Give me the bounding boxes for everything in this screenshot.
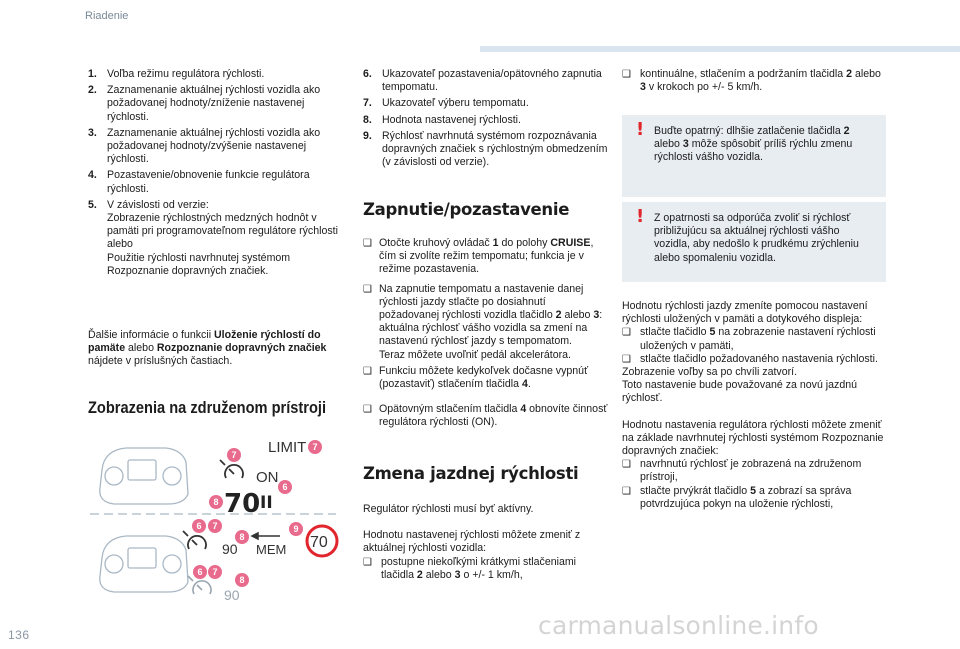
callout-7 [308, 440, 322, 454]
list-item: ❑ Opätovným stlačením tlačidla 4 obnovíte činnosť regulátora rýchlosti (ON). [363, 403, 608, 429]
svg-text:6: 6 [197, 567, 203, 577]
svg-text:7: 7 [212, 521, 218, 531]
list-item: ❑ Funkciu môžete kedykoľvek dočasne vypnúť (pozastaviť) stlačením tlačidla 4. [363, 364, 589, 391]
pause-label: II [260, 493, 273, 513]
callout-7 [208, 565, 222, 579]
svg-text:7: 7 [231, 450, 237, 460]
watermark-url: carmanualsonline.info [538, 611, 819, 640]
list-item: ❑ stlačte tlačidlo 5 na zobrazenie nastavení rýchlosti uložených v pamäti, [622, 326, 876, 352]
svg-text:8: 8 [239, 575, 245, 585]
column-1 [88, 68, 340, 281]
warning-icon: ! [636, 119, 645, 140]
warning-box: ! Z opatrnosti sa odporúča zvoliť si rýchlosť približujúcu sa aktuálnej rýchlosti vášho vozidla, aby nedošlo k prudkému zrýchleniu alebo spomaleniu vozidla. [622, 202, 886, 282]
arrow-left-icon [252, 533, 280, 539]
cluster-illustration-top [100, 448, 188, 504]
column-3-top [622, 68, 884, 94]
more-info-paragraph: Ďalšie informácie o funkcii Uloženie rýchlostí do pamäte alebo Rozpoznanie dopravných značiek nájdete v príslušných častiach. [88, 329, 327, 368]
paragraph: Zobrazenie voľby sa po chvíli zatvorí. Toto nastavenie bude považované za novú jazdnú rýchlosť. [622, 366, 858, 405]
list-item: ❑ Na zapnutie tempomatu a nastavenie danej rýchlosti jazdy stlačte po dosiahnutí požadovanej rýchlosti vozidla tlačidlo 2 alebo 3: aktuálna rýchlosť vášho vozidla sa zmení na nastavenú rýchlosť jazdy s tempomatom. Teraz môžete uvoľniť pedál akcelerátora. [363, 282, 603, 361]
page-number: 136 [8, 628, 30, 642]
cluster-illustration-bottom [100, 536, 188, 592]
instrument-cluster-diagram [84, 430, 346, 610]
list-item: ❑ kontinuálne, stlačením a podržaním tlačidla 2 alebo 3 v krokoch po +/- 5 km/h. [622, 68, 881, 94]
callout-8 [209, 495, 223, 509]
svg-text:6: 6 [196, 521, 202, 531]
svg-text:7: 7 [212, 567, 218, 577]
list-item: 8. Hodnota nastavenej rýchlosti. [363, 113, 521, 126]
limit-label: LIMIT [268, 439, 307, 456]
list-item: ❑ stlačte tlačidlo požadovaného nastavenia rýchlosti. [622, 352, 878, 365]
callout-9 [289, 522, 303, 536]
svg-text:9: 9 [293, 524, 299, 534]
set-speed-90-faded: 90 [224, 587, 240, 603]
paragraph: Hodnotu rýchlosti jazdy zmeníte pomocou nastavení rýchlosti uložených v pamäti a dotykového displeja: [622, 300, 868, 326]
callout-8 [235, 530, 249, 544]
section-title: Riadenie [85, 10, 129, 22]
speed-value: 70 [224, 489, 261, 519]
heading-displays: Zobrazenia na združenom prístroji [88, 398, 327, 417]
list-item: ❑ navrhnutú rýchlosť je zobrazená na združenom prístroji, [622, 458, 862, 484]
list-item: 9. Rýchlosť navrhnutá systémom rozpoznávania dopravných značiek s rýchlostným obmedzením (v závislosti od verzie). [363, 129, 608, 169]
list-item: ❑ Otočte kruhový ovládač 1 do polohy CRUISE, čím si zvolíte režim tempomatu; funkcia je v režime pozastavenia. [363, 237, 594, 276]
enable-pause-bullets [363, 237, 608, 436]
change-speed-text [363, 503, 608, 582]
list-item: 3. Zaznamenanie aktuálnej rýchlosti vozidla ako požadovanej hodnoty/zvýšenie nastavenej rýchlosti. [88, 126, 321, 166]
callout-6 [193, 565, 207, 579]
callout-7 [227, 448, 241, 462]
warning-icon: ! [636, 206, 645, 227]
list-item: ❑ stlačte prvýkrát tlačidlo 5 a zobrazí sa správa potvrdzujúca pokyn na uloženie rýchlosti, [622, 484, 852, 510]
speedometer-icon [183, 531, 206, 549]
header-bar [480, 46, 960, 52]
callout-7 [208, 519, 222, 533]
callout-6 [278, 480, 292, 494]
callout-6 [192, 519, 206, 533]
warning-box: ! Buďte opatrný: dlhšie zatlačenie tlačidla 2 alebo 3 môže spôsobiť príliš rýchlu zmenu rýchlosti vášho vozidla. [622, 115, 886, 197]
paragraph: Hodnotu nastavenia regulátora rýchlosti môžete zmeniť na základe navrhnutej rýchlosti systémom Rozpoznanie dopravných značiek: [622, 418, 884, 458]
callout-8 [235, 573, 249, 587]
mem-label: MEM [256, 542, 287, 557]
speedometer-icon [220, 460, 243, 478]
list-item: 4. Pozastavenie/obnovenie funkcie regulátora rýchlosti. [88, 169, 310, 195]
column-2 [363, 68, 608, 172]
heading-enable-pause: Zapnutie/pozastavenie [363, 200, 570, 219]
on-label: ON [256, 469, 279, 486]
svg-text:8: 8 [213, 497, 219, 507]
svg-text:7: 7 [312, 442, 318, 452]
sign-value: 70 [310, 534, 328, 551]
list-item: ❑ postupne niekoľkými krátkymi stlačeniami tlačidla 2 alebo 3 o +/- 1 km/h, [363, 555, 577, 581]
list-item: 1. Voľba režimu regulátora rýchlosti. [88, 68, 265, 80]
set-speed-90: 90 [222, 541, 238, 557]
svg-text:6: 6 [282, 482, 288, 492]
heading-change-speed: Zmena jazdnej rýchlosti [363, 464, 579, 483]
list-item: 5. V závislosti od verzie: Zobrazenie rýchlostných medzných hodnôt v pamäti pri programovateľnom regulátore rýchlosti alebo Použitie rýchlosti navrhnutej systémom Rozpoznanie dopravných značiek. [88, 198, 338, 277]
paragraph: Regulátor rýchlosti musí byť aktívny. [363, 503, 534, 515]
list-item: 7. Ukazovateľ výberu tempomatu. [363, 97, 529, 110]
paragraph: Hodnotu nastavenej rýchlosti môžete zmeniť z aktuálnej rýchlosti vozidla: [363, 529, 581, 555]
column-3-bottom [622, 300, 884, 511]
svg-text:8: 8 [239, 532, 245, 542]
list-item: 2. Zaznamenanie aktuálnej rýchlosti vozidla ako požadovanej hodnoty/zníženie nastavenej rýchlosti. [88, 84, 321, 123]
list-item: 6. Ukazovateľ pozastavenia/opätovného zapnutia tempomatu. [363, 68, 602, 94]
